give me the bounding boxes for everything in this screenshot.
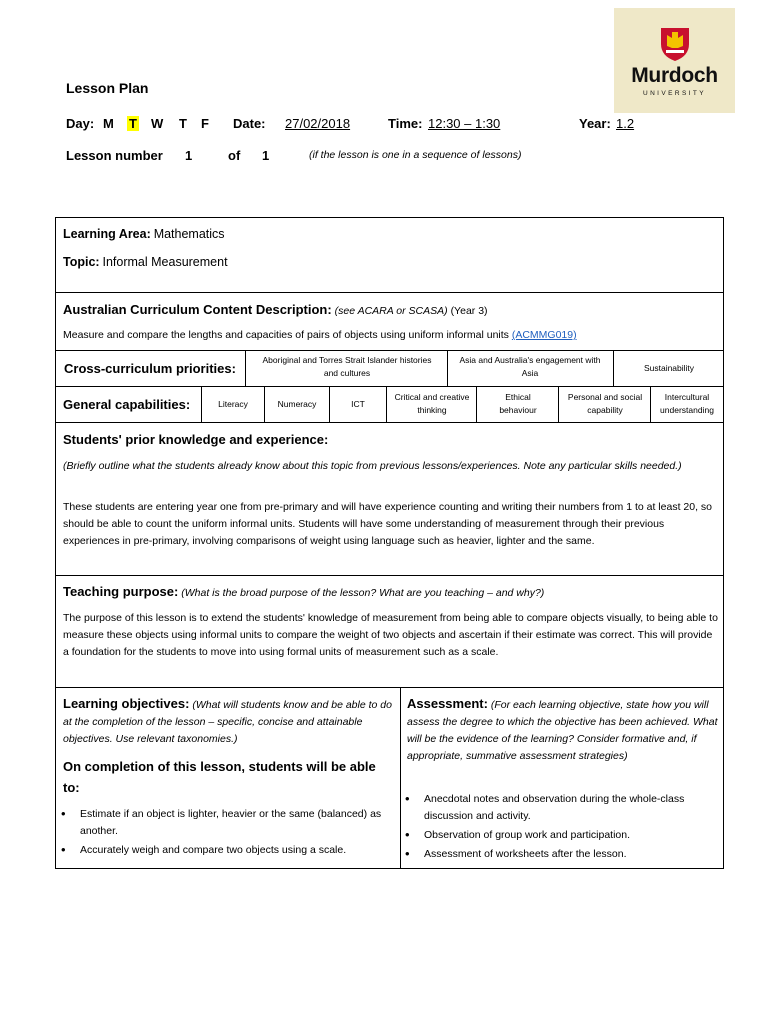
date-label: Date: xyxy=(233,116,266,131)
objectives-completion: On completion of this lesson, students will be able to: xyxy=(63,759,376,795)
prior-knowledge-hint: (Briefly outline what the students already know about this topic from previous lessons/experiences. Note any particular skills needed.) xyxy=(63,460,682,472)
lesson-number: 1 xyxy=(185,148,193,163)
capability-literacy: Literacy xyxy=(218,399,248,409)
curriculum-hint: (see ACARA or SCASA) xyxy=(334,305,448,317)
day-f: F xyxy=(201,116,209,131)
murdoch-logo xyxy=(614,8,735,113)
prior-knowledge-text: These students are entering year one from pre-primary and will have experience counting and writing their numbers from 1 to at least 20, so should be able to count the uniform informal units. Students will have some understanding of measurement through their previous experiences in pre-primary, involving comparisons of weight using language such as heavier, lighter and the same. xyxy=(63,501,713,547)
shield-icon xyxy=(659,26,691,62)
day-label: Day: xyxy=(66,116,95,131)
assessment-list xyxy=(400,791,718,865)
cross-curriculum-sustainability: Sustainability xyxy=(643,363,695,373)
objectives-list xyxy=(56,806,396,861)
time-label: Time: xyxy=(388,116,423,131)
capability-ethical: Ethical behaviour xyxy=(499,392,537,415)
assessment-item: • Observation of group work and participation. xyxy=(400,827,718,844)
page-title: Lesson Plan xyxy=(66,80,149,96)
objectives-label: Learning objectives: xyxy=(63,696,190,711)
of-label: of xyxy=(228,148,241,163)
capability-intercultural: Intercultural understanding xyxy=(660,392,714,415)
logo-subtitle: UNIVERSITY xyxy=(642,90,706,97)
topic-row xyxy=(63,254,228,272)
curriculum-code-link[interactable]: (ACMMG019) xyxy=(511,329,577,341)
teaching-purpose-text: The purpose of this lesson is to extend the students' knowledge of measurement from being able to compare objects visually, to being able to measure these objects using informal units to compare the weight of two objects and ascertain if their estimate was correct. This will provide a foundation for the students to move into using formal units of measurement such as a scale. xyxy=(63,612,718,658)
topic-label: Topic: xyxy=(63,255,100,269)
year-value: 1.2 xyxy=(616,116,635,131)
general-capabilities-label: General capabilities: xyxy=(63,397,191,412)
day-t-highlighted: T xyxy=(129,116,137,131)
curriculum-description xyxy=(63,327,577,344)
curriculum-heading xyxy=(63,301,488,320)
day-t: T xyxy=(179,116,187,131)
day-m: M xyxy=(103,116,114,131)
objective-item: • Estimate if an object is lighter, heavier or the same (balanced) as another. xyxy=(56,806,396,840)
cross-curriculum-aboriginal: Aboriginal and Torres Strait Islander histories and cultures xyxy=(262,355,432,378)
assessment-label: Assessment: xyxy=(407,696,488,711)
learning-area-label: Learning Area: xyxy=(63,227,151,241)
sequence-note: (if the lesson is one in a sequence of lessons) xyxy=(309,149,522,161)
curriculum-text: Measure and compare the lengths and capacities of pairs of objects using uniform informal units xyxy=(63,329,509,341)
day-w: W xyxy=(151,116,164,131)
curriculum-label: Australian Curriculum Content Description: xyxy=(63,302,332,317)
date-value: 27/02/2018 xyxy=(285,116,351,131)
assessment-heading xyxy=(407,695,719,765)
capability-critical-thinking: Critical and creative thinking xyxy=(394,392,470,415)
objectives-hint: (What will students know and be able to do at the completion of the lesson – specific, concise and attainable objectives. Use relevant taxonomies.) xyxy=(63,699,392,745)
topic-value: Informal Measurement xyxy=(102,255,228,269)
assessment-item: • Assessment of worksheets after the lesson. xyxy=(400,846,718,863)
assessment-item: • Anecdotal notes and observation during the whole-class discussion and activity. xyxy=(400,791,718,825)
capability-numeracy: Numeracy xyxy=(277,399,317,409)
teaching-purpose-hint: (What is the broad purpose of the lesson? What are you teaching – and why?) xyxy=(181,587,545,599)
prior-knowledge-label: Students' prior knowledge and experience: xyxy=(63,432,329,447)
capability-personal-social: Personal and social capability xyxy=(567,392,643,415)
objective-item: • Accurately weigh and compare two objects using a scale. xyxy=(56,842,396,859)
learning-area-value: Mathematics xyxy=(153,227,225,241)
lesson-table xyxy=(55,217,724,869)
objectives-heading xyxy=(63,695,393,748)
cross-curriculum-asia: Asia and Australia's engagement with Asia xyxy=(459,355,601,378)
logo-wordmark: Murdoch xyxy=(631,64,718,87)
lesson-number-label: Lesson number xyxy=(66,148,163,163)
teaching-purpose-label: Teaching purpose: xyxy=(63,584,179,599)
curriculum-year: (Year 3) xyxy=(450,305,488,317)
cross-curriculum-label: Cross-curriculum priorities: xyxy=(64,361,236,376)
year-label: Year: xyxy=(579,116,611,131)
learning-area-row xyxy=(63,226,225,244)
teaching-purpose-heading xyxy=(63,583,544,602)
time-value: 12:30 – 1:30 xyxy=(428,116,501,131)
assessment-hint: (For each learning objective, state how you will assess the degree to which the objective has been achieved. What will be the evidence of the learning? Consider formative and, if appropriate, summative assessment strategies) xyxy=(407,699,718,762)
lesson-total: 1 xyxy=(262,148,270,163)
capability-ict: ICT xyxy=(351,399,365,409)
